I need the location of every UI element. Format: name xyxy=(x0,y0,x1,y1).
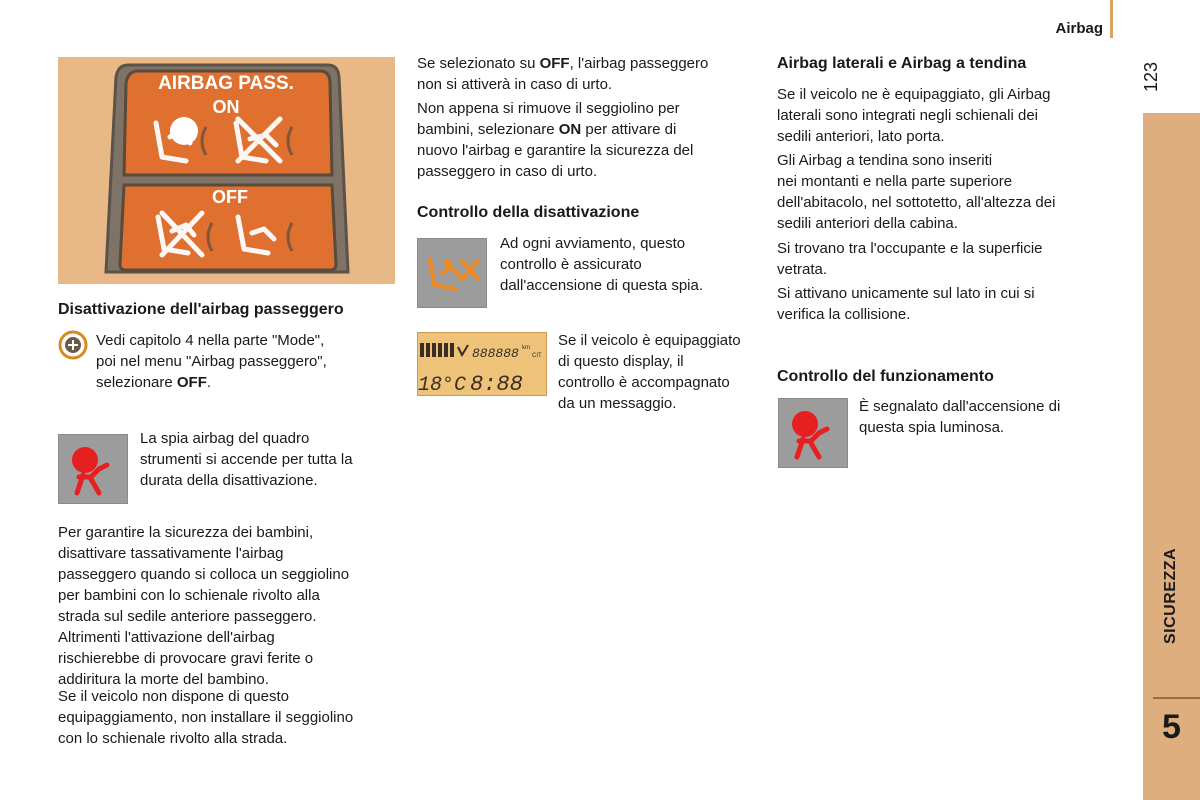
text-line: sedili anteriori, lato porta. xyxy=(777,128,945,145)
display-clock: 8:88 xyxy=(470,372,523,396)
text-line: sedili anteriori della cabina. xyxy=(777,215,958,232)
text-line: strada sul sedile anteriore passeggero. xyxy=(58,608,317,625)
text-line: dell'abitacolo, nel sottotetto, all'altezza dei xyxy=(777,194,1056,211)
airbag-warning-icon xyxy=(59,435,127,503)
panel-on-label: ON xyxy=(212,97,240,117)
airbag-warning-lamp-box xyxy=(58,434,128,504)
airbag-off-seat-icon xyxy=(418,239,486,307)
display-readout xyxy=(418,333,547,396)
display-message-text xyxy=(558,330,741,414)
text-line: questa spia luminosa. xyxy=(859,419,1005,436)
deactivation-check-text xyxy=(500,233,703,296)
text-line: Gli Airbag a tendina sono inseriti xyxy=(777,152,993,169)
text-line: di questo display, il xyxy=(558,353,684,370)
text-line: rischierebbe di provocare gravi ferite o xyxy=(58,650,314,667)
multifunction-display xyxy=(417,332,547,396)
text-line: controllo è assicurato xyxy=(500,256,642,273)
reactivate-paragraph xyxy=(417,98,693,182)
operation-check-text xyxy=(859,396,1060,438)
text-line: per bambini con lo schienale rivolto alla xyxy=(58,587,320,604)
lamp-description xyxy=(140,428,353,491)
off-selected-paragraph xyxy=(417,53,708,95)
display-temperature: 18°C xyxy=(418,374,467,396)
text-line: passeggero in caso di urto. xyxy=(417,163,598,180)
on-bold: ON xyxy=(558,121,582,138)
note-line: Vedi capitolo 4 nella parte "Mode", xyxy=(96,332,325,349)
text-line: Se il veicolo non dispone di questo xyxy=(58,688,289,705)
panel-off-label: OFF xyxy=(212,187,248,207)
child-safety-warning xyxy=(58,522,349,690)
text-line: strumenti si accende per tutta la xyxy=(140,451,353,468)
text-line: con lo schienale rivolto alla strada. xyxy=(58,730,288,747)
text-line: La spia airbag del quadro xyxy=(140,430,310,447)
airbag-switch-panel xyxy=(58,57,395,284)
text-line: Per garantire la sicurezza dei bambini, xyxy=(58,524,314,541)
off-bold: OFF xyxy=(539,55,570,72)
text-line: verifica la collisione. xyxy=(777,306,911,323)
text-line: Se selezionato su OFF, l'airbag passeggero xyxy=(417,55,709,72)
text-line: passeggero quando si colloca un seggiolino xyxy=(58,566,350,583)
text-line: addiritura la morte del bambino. xyxy=(58,671,269,688)
text-line: durata della disattivazione. xyxy=(140,472,318,489)
display-suffix: CIT xyxy=(532,353,542,359)
chapter-label: SICUREZZA xyxy=(1162,547,1179,644)
page-number: 123 xyxy=(1141,61,1161,92)
info-plus-icon xyxy=(58,330,88,360)
text-line: dall'accensione di questa spia. xyxy=(500,277,703,294)
off-bold: OFF xyxy=(176,374,207,391)
display-odometer: 888888 xyxy=(472,346,519,361)
text-line: Se il veicolo è equipaggiato xyxy=(558,332,741,349)
text-line: Si trovano tra l'occupante e la superficie xyxy=(777,240,1043,257)
text-line: bambini, selezionare ON per attivare di xyxy=(417,121,677,138)
airbag-warning-icon xyxy=(779,399,847,467)
no-equipment-warning xyxy=(58,686,353,749)
text-line: da un messaggio. xyxy=(558,395,677,412)
deactivation-lamp-box xyxy=(417,238,487,308)
heading-passenger-airbag-deactivation: Disattivazione dell'airbag passeggero xyxy=(58,301,344,318)
panel-title: AIRBAG PASS. xyxy=(158,73,294,94)
operation-lamp-box xyxy=(778,398,848,468)
text-line: nuovo l'airbag e garantire la sicurezza del xyxy=(417,142,694,159)
chapter-number: 5 xyxy=(1162,708,1181,746)
curtain-airbags-paragraph xyxy=(777,150,1055,234)
text-line: Ad ogni avviamento, questo xyxy=(500,235,686,252)
location-paragraph xyxy=(777,238,1043,280)
display-unit: km xyxy=(522,345,530,351)
text-line: laterali sono integrati negli schienali dei xyxy=(777,107,1038,124)
section-title: Airbag xyxy=(1055,20,1103,37)
airbag-switch-illustration xyxy=(58,57,395,284)
note-line: poi nel menu "Airbag passeggero", xyxy=(96,353,327,370)
text-line: controllo è accompagnato xyxy=(558,374,730,391)
text-line: Altrimenti l'attivazione dell'airbag xyxy=(58,629,275,646)
chapter-rule xyxy=(1153,697,1200,699)
text-line: disattivare tassativamente l'airbag xyxy=(58,545,284,562)
text-line: Se il veicolo ne è equipaggiato, gli Airbag xyxy=(777,86,1051,103)
text-line: Non appena si rimuove il seggiolino per xyxy=(417,100,680,117)
text-line: equipaggiamento, non installare il seggiolino xyxy=(58,709,354,726)
text-line: È segnalato dall'accensione di xyxy=(859,398,1061,415)
activation-paragraph xyxy=(777,283,1035,325)
header-rule xyxy=(1110,0,1113,38)
heading-side-curtain-airbags: Airbag laterali e Airbag a tendina xyxy=(777,55,1027,72)
note-see-chapter xyxy=(96,330,327,393)
side-airbags-paragraph xyxy=(777,84,1051,147)
heading-operation-check: Controllo del funzionamento xyxy=(777,368,994,385)
heading-deactivation-check: Controllo della disattivazione xyxy=(417,204,640,221)
text-line: nei montanti e nella parte superiore xyxy=(777,173,1013,190)
text-line: Si attivano unicamente sul lato in cui si xyxy=(777,285,1035,302)
text-line: vetrata. xyxy=(777,261,828,278)
note-line: selezionare OFF. xyxy=(96,374,212,391)
text-line: non si attiverà in caso di urto. xyxy=(417,76,613,93)
